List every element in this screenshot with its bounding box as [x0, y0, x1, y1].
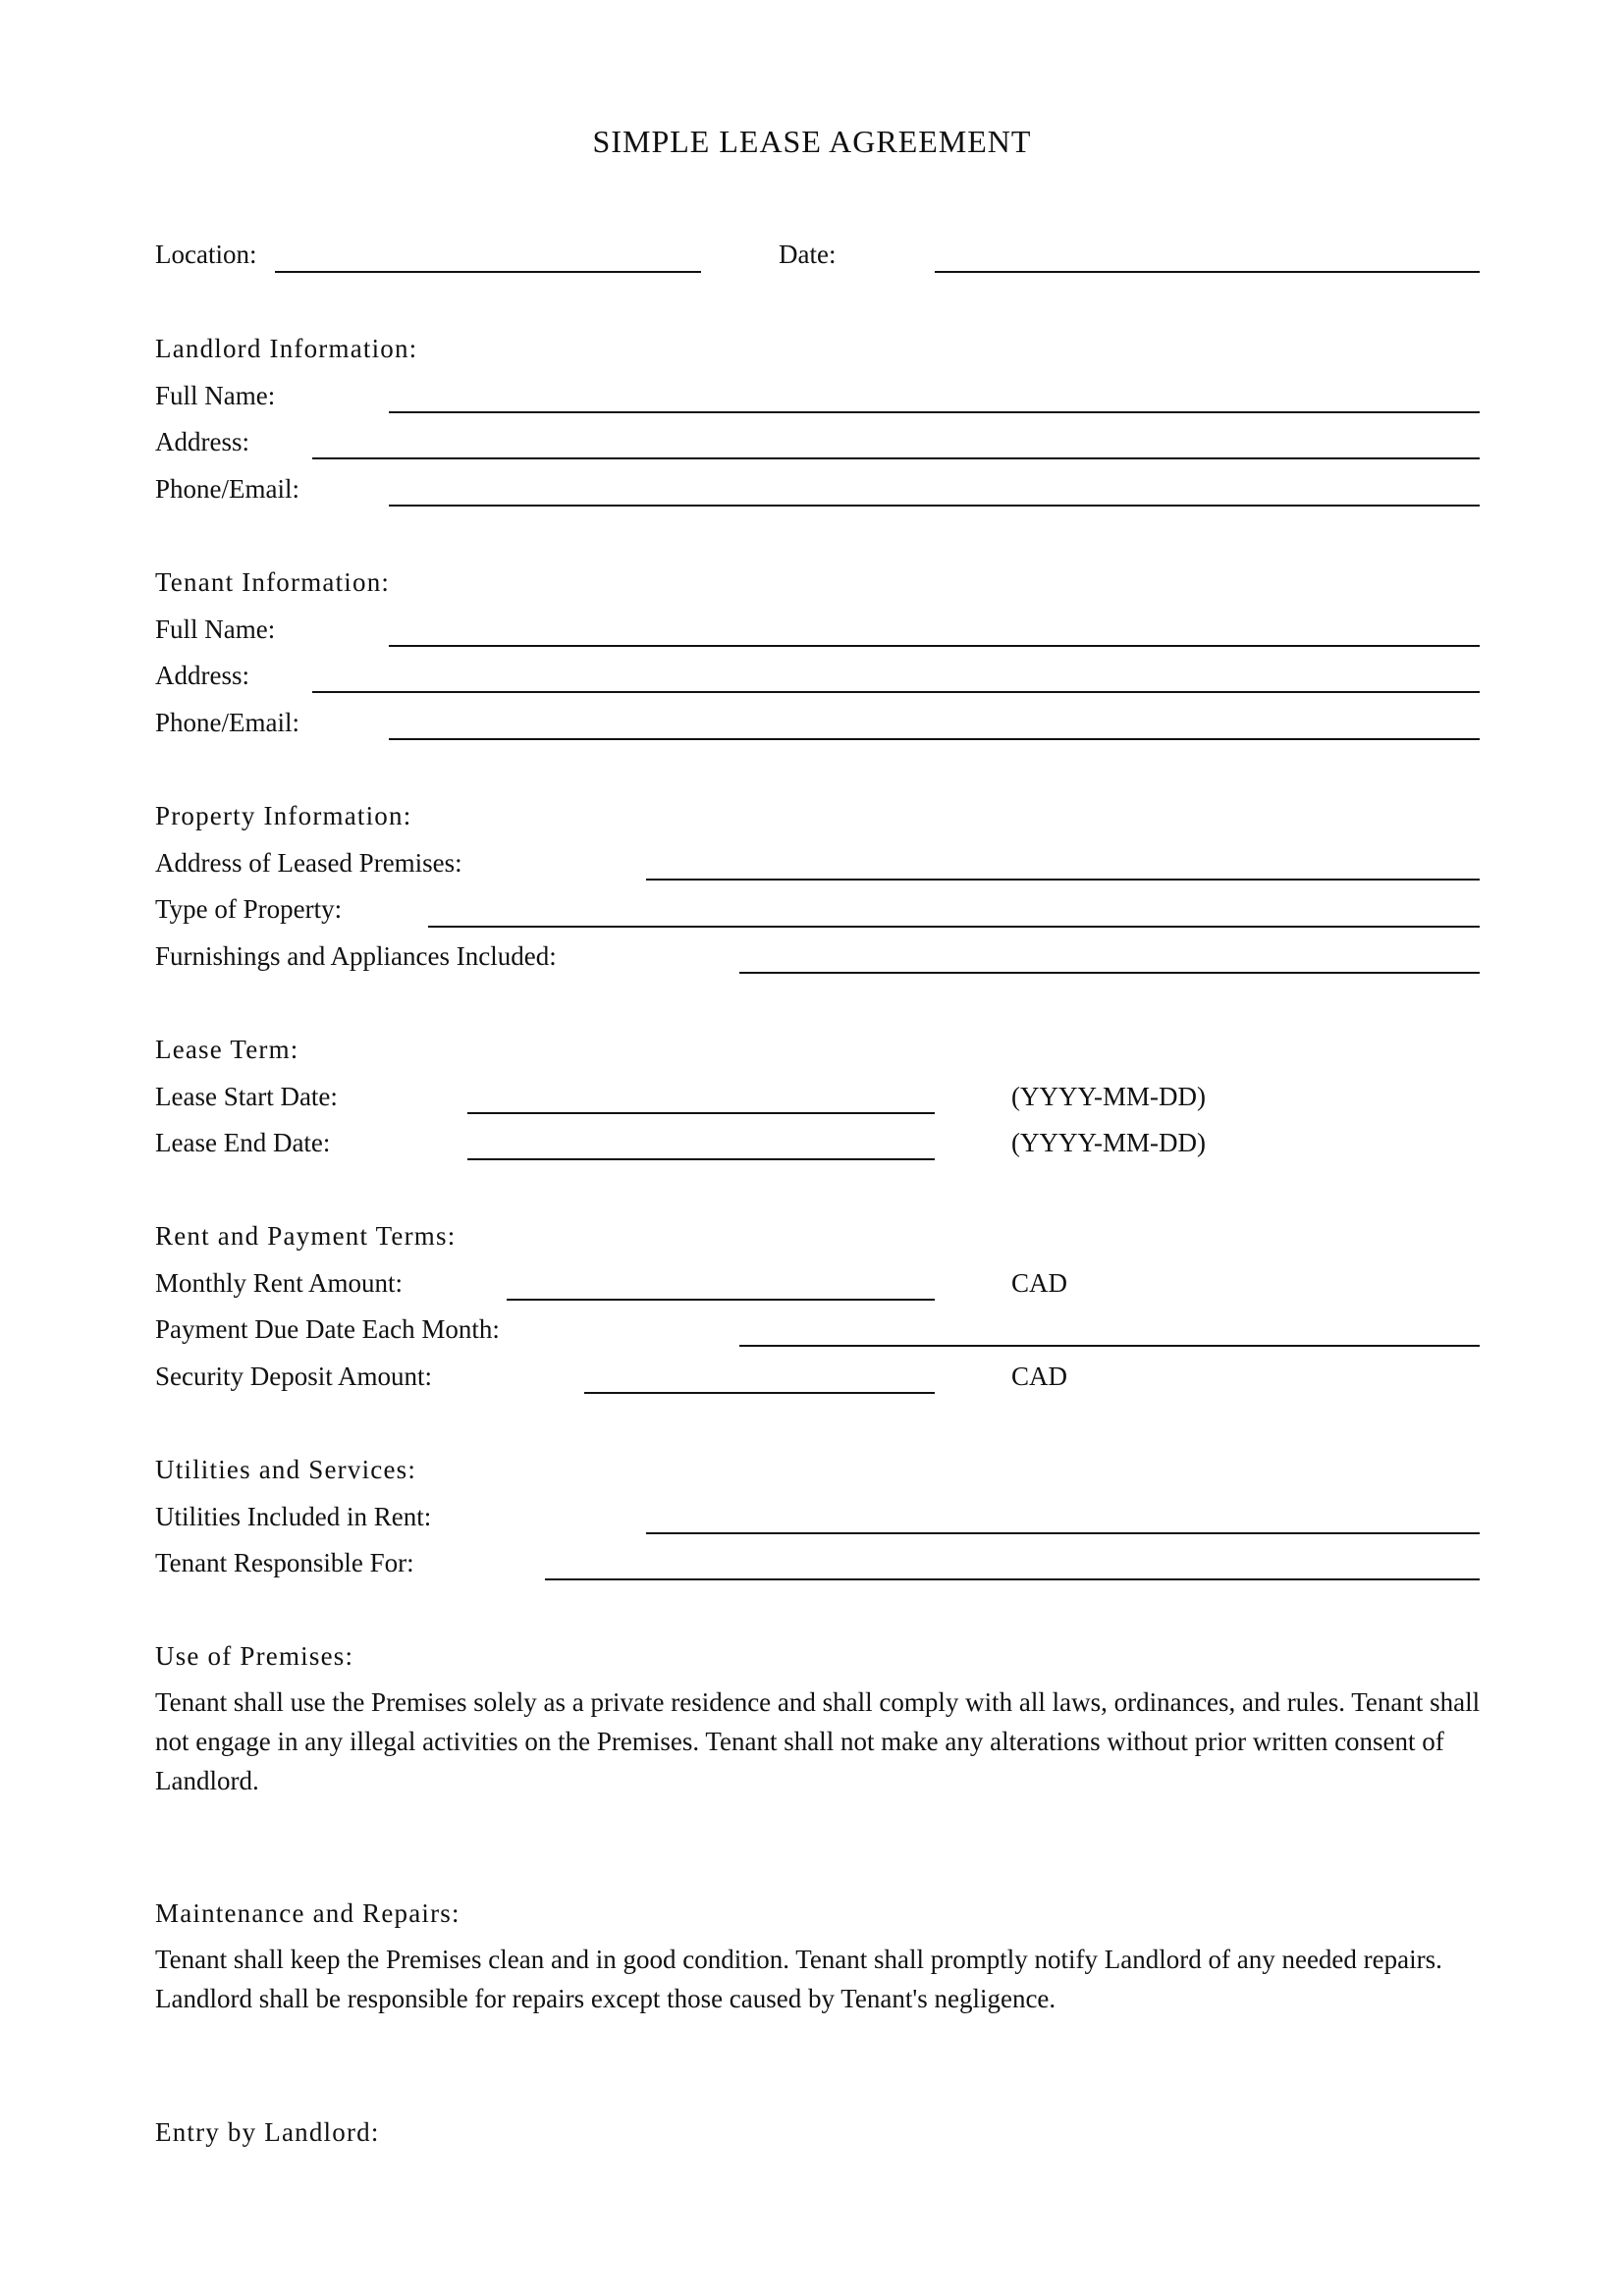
use-of-premises-heading: Use of Premises: [155, 1641, 354, 1671]
property-heading: Property Information: [155, 801, 412, 830]
security-deposit-field[interactable] [584, 1392, 935, 1394]
monthly-rent-field[interactable] [507, 1299, 935, 1301]
lease-start-format: (YYYY-MM-DD) [1011, 1082, 1206, 1111]
property-address-label: Address of Leased Premises: [155, 848, 462, 878]
payment-due-field[interactable] [739, 1345, 1480, 1347]
lease-start-field[interactable] [467, 1112, 935, 1114]
landlord-full-name-label: Full Name: [155, 381, 276, 410]
tenant-heading: Tenant Information: [155, 567, 391, 597]
tenant-responsible-field[interactable] [545, 1578, 1480, 1580]
property-type-label: Type of Property: [155, 894, 343, 924]
document-title: SIMPLE LEASE AGREEMENT [592, 124, 1032, 159]
landlord-address-field[interactable] [312, 457, 1480, 459]
tenant-full-name-field[interactable] [389, 645, 1480, 647]
property-address-field[interactable] [646, 879, 1480, 881]
utilities-included-label: Utilities Included in Rent: [155, 1502, 432, 1531]
entry-heading: Entry by Landlord: [155, 2117, 380, 2147]
lease-end-label: Lease End Date: [155, 1128, 331, 1157]
landlord-address-label: Address: [155, 427, 249, 456]
property-type-field[interactable] [428, 926, 1480, 928]
lease-end-format: (YYYY-MM-DD) [1011, 1128, 1206, 1157]
security-deposit-label: Security Deposit Amount: [155, 1362, 432, 1391]
location-label: Location: [155, 240, 257, 269]
maintenance-heading: Maintenance and Repairs: [155, 1898, 460, 1928]
monthly-rent-currency: CAD [1011, 1268, 1068, 1298]
tenant-address-label: Address: [155, 661, 249, 690]
tenant-phone-email-field[interactable] [389, 738, 1480, 740]
utilities-heading: Utilities and Services: [155, 1455, 417, 1484]
utilities-included-field[interactable] [646, 1532, 1480, 1534]
furnishings-label: Furnishings and Appliances Included: [155, 941, 557, 971]
tenant-address-field[interactable] [312, 691, 1480, 693]
monthly-rent-label: Monthly Rent Amount: [155, 1268, 404, 1298]
location-field[interactable] [275, 271, 701, 273]
lease-term-heading: Lease Term: [155, 1035, 299, 1064]
rent-heading: Rent and Payment Terms: [155, 1221, 457, 1251]
landlord-phone-email-field[interactable] [389, 505, 1480, 507]
lease-end-field[interactable] [467, 1158, 935, 1160]
tenant-phone-email-label: Phone/Email: [155, 708, 299, 737]
payment-due-label: Payment Due Date Each Month: [155, 1314, 500, 1344]
landlord-full-name-field[interactable] [389, 411, 1480, 413]
tenant-full-name-label: Full Name: [155, 614, 276, 644]
date-label: Date: [779, 240, 837, 269]
landlord-phone-email-label: Phone/Email: [155, 474, 299, 504]
tenant-responsible-label: Tenant Responsible For: [155, 1548, 414, 1577]
lease-start-label: Lease Start Date: [155, 1082, 338, 1111]
security-deposit-currency: CAD [1011, 1362, 1068, 1391]
use-of-premises-text: Tenant shall use the Premises solely as a private residence and shall comply with all laws, ordinances, and rules. Tenant shall not engage in any illegal activities on the Premises. Tenant shall not make any alterations without prior written consent of Landlord. [155, 1687, 1481, 1795]
landlord-heading: Landlord Information: [155, 334, 418, 363]
maintenance-text: Tenant shall keep the Premises clean and in good condition. Tenant shall promptly notify Landlord of any needed repairs. Landlord shall be responsible for repairs except those caused by Tenant's negligence. [155, 1945, 1442, 2013]
date-field[interactable] [935, 271, 1480, 273]
furnishings-field[interactable] [739, 972, 1480, 974]
